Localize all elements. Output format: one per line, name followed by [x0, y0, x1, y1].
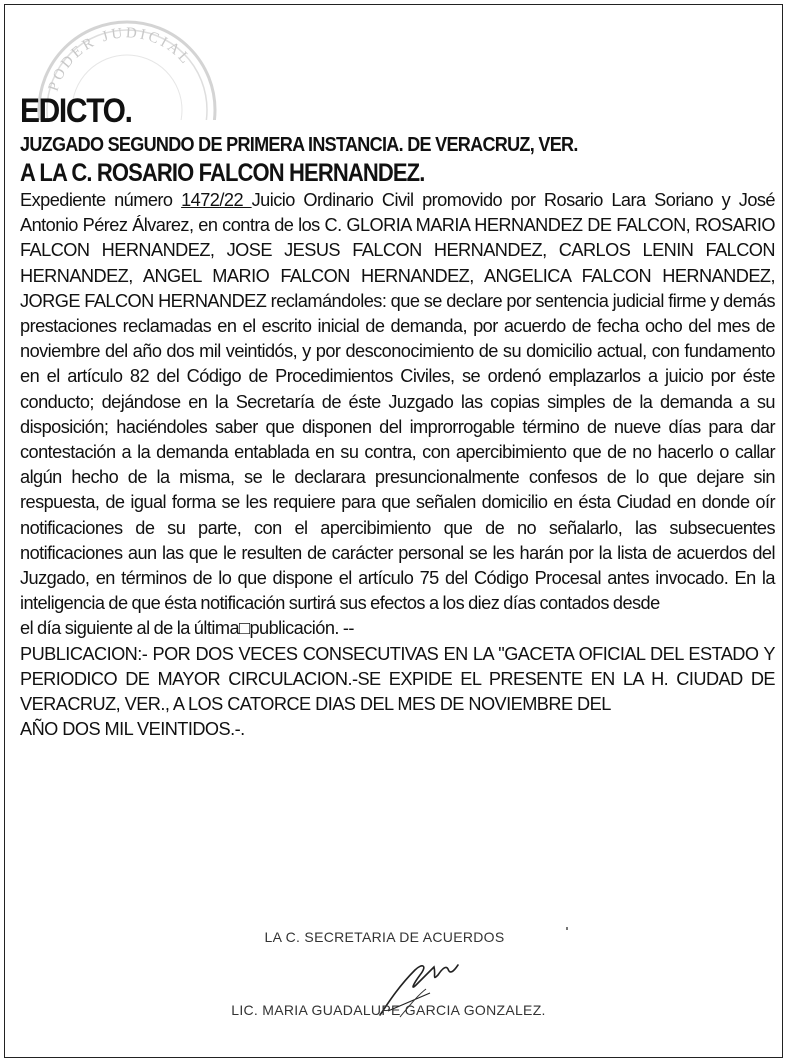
publication-notice — [20, 642, 775, 743]
secretary-title — [0, 929, 789, 945]
signer-name-text: LIC. MARIA GUADALUPE GARCIA GONZALEZ. — [231, 1002, 546, 1018]
body-prefix: Expediente número — [20, 190, 182, 210]
edict-body — [20, 188, 775, 642]
body-last-line: el día siguiente al de la última□publicación. -- — [20, 618, 354, 639]
publication-last-line: AÑO DOS MIL VEINTIDOS.-. — [20, 719, 245, 740]
addressee: A LA C. ROSARIO FALCON HERNANDEZ. — [20, 159, 425, 187]
edict-content — [20, 92, 775, 742]
court-name: JUZGADO SEGUNDO DE PRIMERA INSTANCIA. DE VERACRUZ, VER. — [20, 133, 578, 156]
speck — [566, 927, 568, 930]
signer-name — [0, 1002, 789, 1018]
edict-title: EDICTO. — [20, 92, 132, 130]
svg-text:PODER JUDICIAL: PODER JUDICIAL — [45, 25, 195, 94]
body-main: Juicio Ordinario Civil promovido por Rosario Lara Soriano y José Antonio Pérez Álvarez, en contra de los C. GLORIA MARIA HERNANDEZ DE FALCON, ROSARIO FALCON HERNANDEZ, JOSE JESUS FALCON HERNANDEZ, CARLOS LENIN FALCON HERNANDEZ, ANGEL MARIO FALCON HERNANDEZ, ANGELICA FALCON HERNANDEZ, JORGE FALCON HERNANDEZ reclamándoles: que se declare por sentencia judicial firme y demás prestaciones reclamadas en el escrito inicial de demanda, por acuerdo de fecha ocho del mes de noviembre del año dos mil veintidós, y por desconocimiento de su domicilio actual, con fundamento en el artículo 82 del Código de Procedimientos Civiles, se ordenó emplazarlos a juicio por éste conducto; dejándose en la Secretaría de éste Juzgado las copias simples de la demanda a su disposición; haciéndoles saber que disponen del improrrogable término de nueve días para dar contestación a la demanda entablada en su contra, con apercibimiento que de no hacerlo o callar algún hecho de la misma, se le declarara presuncionalmente confesos de lo que dejare sin respuesta, de igual forma se les requiere para que señalen domicilio en ésta Ciudad en donde oír notificaciones de su parte, con el apercibimiento que de no señalarlo, las subsecuentes notificaciones aun las que le resulten de carácter personal se les harán por la lista de acuerdos del Juzgado, en términos de lo que dispone el artículo 75 del Código Procesal antes invocado. En la inteligencia de que ésta notificación surtirá sus efectos a los diez días contados desde — [20, 190, 776, 614]
file-number: 1472/22 — [181, 190, 252, 210]
publication-text: PUBLICACION:- POR DOS VECES CONSECUTIVAS EN LA "GACETA OFICIAL DEL ESTADO Y PERIODICO DE MAYOR CIRCULACION.-SE EXPIDE EL PRESENTE EN LA H. CIUDAD DE VERACRUZ, VER., A LOS CATORCE DIAS DEL MES DE NOVIEMBRE DEL — [20, 643, 775, 715]
secretary-title-text: LA C. SECRETARIA DE ACUERDOS — [264, 929, 505, 945]
